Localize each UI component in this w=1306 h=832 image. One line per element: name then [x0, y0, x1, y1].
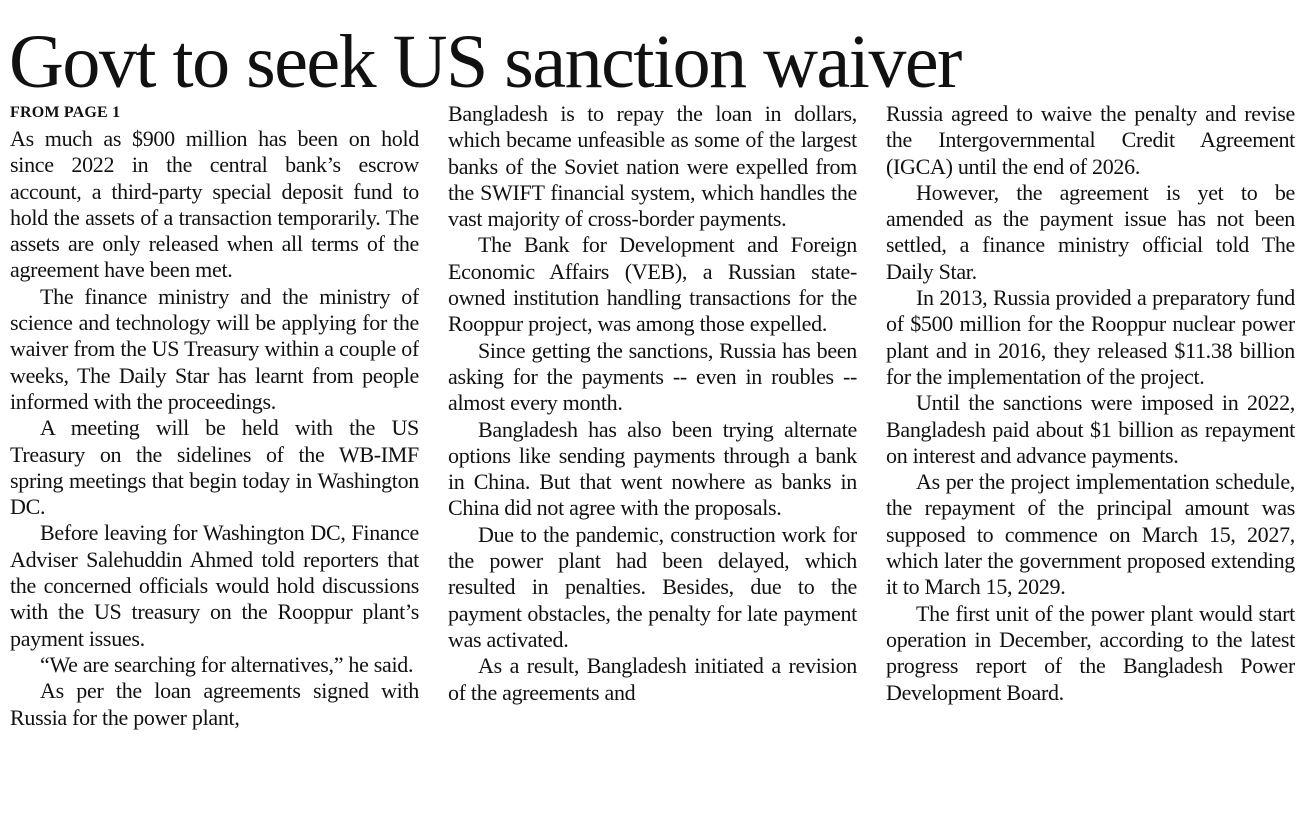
paragraph: A meeting will be held with the US Treasury on the sidelines of the WB-IMF spring meetings that begin today in Washington DC. [10, 415, 419, 520]
paragraph: As much as $900 million has been on hold since 2022 in the central bank’s escrow account, a third-party special deposit fund to hold the assets of a transaction temporarily. The assets are only released when all terms of the agreement have been met. [10, 126, 419, 283]
from-page-kicker: FROM PAGE 1 [10, 104, 121, 121]
paragraph: However, the agreement is yet to be amended as the payment issue has not been settled, a finance ministry official told The Daily Star. [886, 179, 1295, 284]
article-column-1 [10, 126, 419, 832]
paragraph: The finance ministry and the ministry of science and technology will be applying for the waiver from the US Treasury within a couple of weeks, The Daily Star has learnt from people informed with the proceedings. [10, 283, 419, 414]
paragraph: “We are searching for alternatives,” he said. [40, 651, 414, 677]
paragraph: As per the project implementation schedule, the repayment of the principal amount was supposed to commence on March 15, 2027, which later the government proposed extending it to March 15, 2029. [886, 469, 1295, 600]
paragraph: Russia agreed to waive the penalty and revise the Intergovernmental Credit Agreement (IGCA) until the end of 2026. [886, 101, 1295, 179]
article-column-2 [448, 101, 857, 832]
paragraph: Until the sanctions were imposed in 2022, Bangladesh paid about $1 billion as repayment on interest and advance payments. [886, 390, 1295, 468]
paragraph: Since getting the sanctions, Russia has been asking for the payments -- even in roubles -- almost every month. [448, 337, 857, 416]
paragraph: Due to the pandemic, construction work for the power plant had been delayed, which resulted in penalties. Besides, due to the payment obstacles, the penalty for late payment was activated. [448, 521, 857, 652]
paragraph: In 2013, Russia provided a preparatory fund of $500 million for the Rooppur nuclear power plant and in 2016, they released $11.38 billion for the implementation of the project. [886, 285, 1295, 389]
paragraph: As a result, Bangladesh initiated a revision of the agreements and [448, 653, 857, 705]
paragraph: As per the loan agreements signed with Russia for the power plant, [10, 678, 419, 730]
paragraph: Before leaving for Washington DC, Finance Adviser Salehuddin Ahmed told reporters that the concerned officials would hold discussions with the US treasury on the Rooppur plant’s payment issues. [10, 520, 419, 651]
headline: Govt to seek US sanction waiver [9, 20, 961, 104]
article-column-3 [886, 101, 1295, 832]
paragraph: The first unit of the power plant would start operation in December, according to the latest progress report of the Bangladesh Power Development Board. [886, 600, 1295, 705]
paragraph: Bangladesh is to repay the loan in dollars, which became unfeasible as some of the largest banks of the Soviet nation were expelled from the SWIFT financial system, which handles the vast majority of cross-border payments. [448, 101, 857, 232]
paragraph: The Bank for Development and Foreign Economic Affairs (VEB), a Russian state-owned institution handling transactions for the Rooppur project, was among those expelled. [448, 232, 857, 337]
paragraph: Bangladesh has also been trying alternate options like sending payments through a bank in China. But that went nowhere as banks in China did not agree with the proposals. [448, 416, 857, 521]
